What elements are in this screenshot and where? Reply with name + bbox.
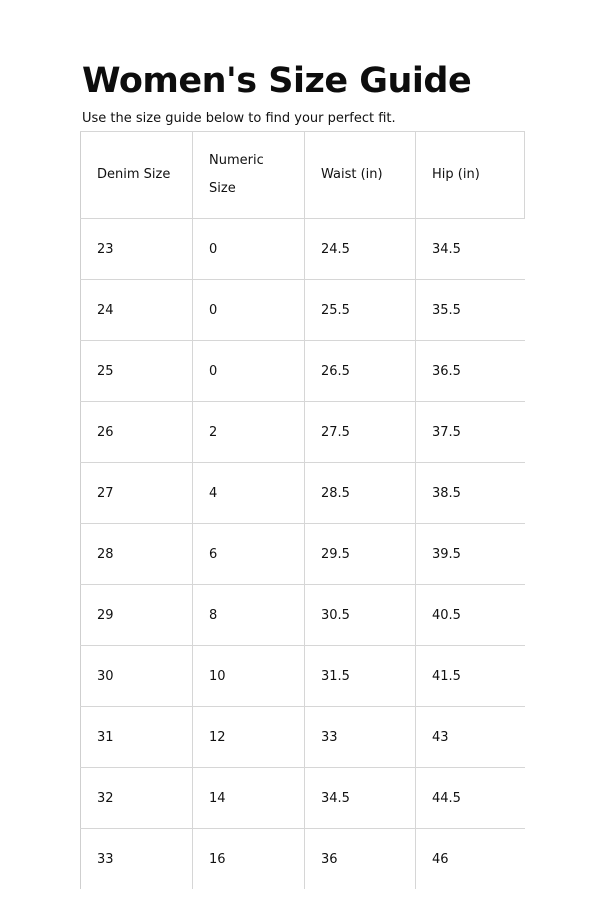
table-row: [81, 646, 525, 707]
cell-hip: 35.5: [416, 280, 525, 341]
table-row: [81, 219, 525, 280]
header-denim-size: Denim Size: [81, 132, 193, 219]
cell-hip: 43: [416, 707, 525, 768]
table-row: [81, 280, 525, 341]
cell-hip: 39.5: [416, 524, 525, 585]
cell-waist: 30.5: [305, 585, 416, 646]
table-row: [81, 829, 525, 890]
cell-numeric-size: 6: [193, 524, 305, 585]
cell-hip: 40.5: [416, 585, 525, 646]
cell-waist: 26.5: [305, 341, 416, 402]
cell-waist: 24.5: [305, 219, 416, 280]
cell-hip: 37.5: [416, 402, 525, 463]
cell-hip: 34.5: [416, 219, 525, 280]
table-row: [81, 402, 525, 463]
cell-waist: 29.5: [305, 524, 416, 585]
cell-denim-size: 30: [81, 646, 193, 707]
table-header: [81, 132, 525, 219]
page-subtitle: Use the size guide below to find your perfect fit.: [82, 111, 396, 126]
table-row: [81, 707, 525, 768]
table-body: [81, 219, 525, 890]
cell-denim-size: 28: [81, 524, 193, 585]
table-row: [81, 341, 525, 402]
table-row: [81, 768, 525, 829]
cell-waist: 34.5: [305, 768, 416, 829]
table-row: [81, 585, 525, 646]
cell-numeric-size: 12: [193, 707, 305, 768]
cell-denim-size: 26: [81, 402, 193, 463]
cell-numeric-size: 0: [193, 219, 305, 280]
cell-numeric-size: 14: [193, 768, 305, 829]
cell-denim-size: 32: [81, 768, 193, 829]
table-row: [81, 524, 525, 585]
cell-numeric-size: 16: [193, 829, 305, 890]
cell-numeric-size: 0: [193, 341, 305, 402]
page-title: Women's Size Guide: [82, 61, 472, 101]
cell-denim-size: 27: [81, 463, 193, 524]
cell-waist: 36: [305, 829, 416, 890]
cell-waist: 31.5: [305, 646, 416, 707]
cell-denim-size: 31: [81, 707, 193, 768]
cell-hip: 44.5: [416, 768, 525, 829]
cell-waist: 33: [305, 707, 416, 768]
header-numeric-size: Numeric Size: [193, 132, 305, 219]
header-hip: Hip (in): [416, 132, 525, 219]
cell-numeric-size: 2: [193, 402, 305, 463]
header-waist: Waist (in): [305, 132, 416, 219]
cell-denim-size: 24: [81, 280, 193, 341]
cell-numeric-size: 4: [193, 463, 305, 524]
size-guide-table: [80, 131, 525, 889]
cell-numeric-size: 0: [193, 280, 305, 341]
cell-denim-size: 23: [81, 219, 193, 280]
cell-hip: 41.5: [416, 646, 525, 707]
table-row: [81, 463, 525, 524]
cell-hip: 36.5: [416, 341, 525, 402]
cell-waist: 25.5: [305, 280, 416, 341]
cell-denim-size: 33: [81, 829, 193, 890]
header-row: [81, 132, 525, 219]
cell-numeric-size: 8: [193, 585, 305, 646]
cell-denim-size: 29: [81, 585, 193, 646]
cell-numeric-size: 10: [193, 646, 305, 707]
cell-waist: 27.5: [305, 402, 416, 463]
cell-waist: 28.5: [305, 463, 416, 524]
cell-hip: 46: [416, 829, 525, 890]
cell-denim-size: 25: [81, 341, 193, 402]
cell-hip: 38.5: [416, 463, 525, 524]
